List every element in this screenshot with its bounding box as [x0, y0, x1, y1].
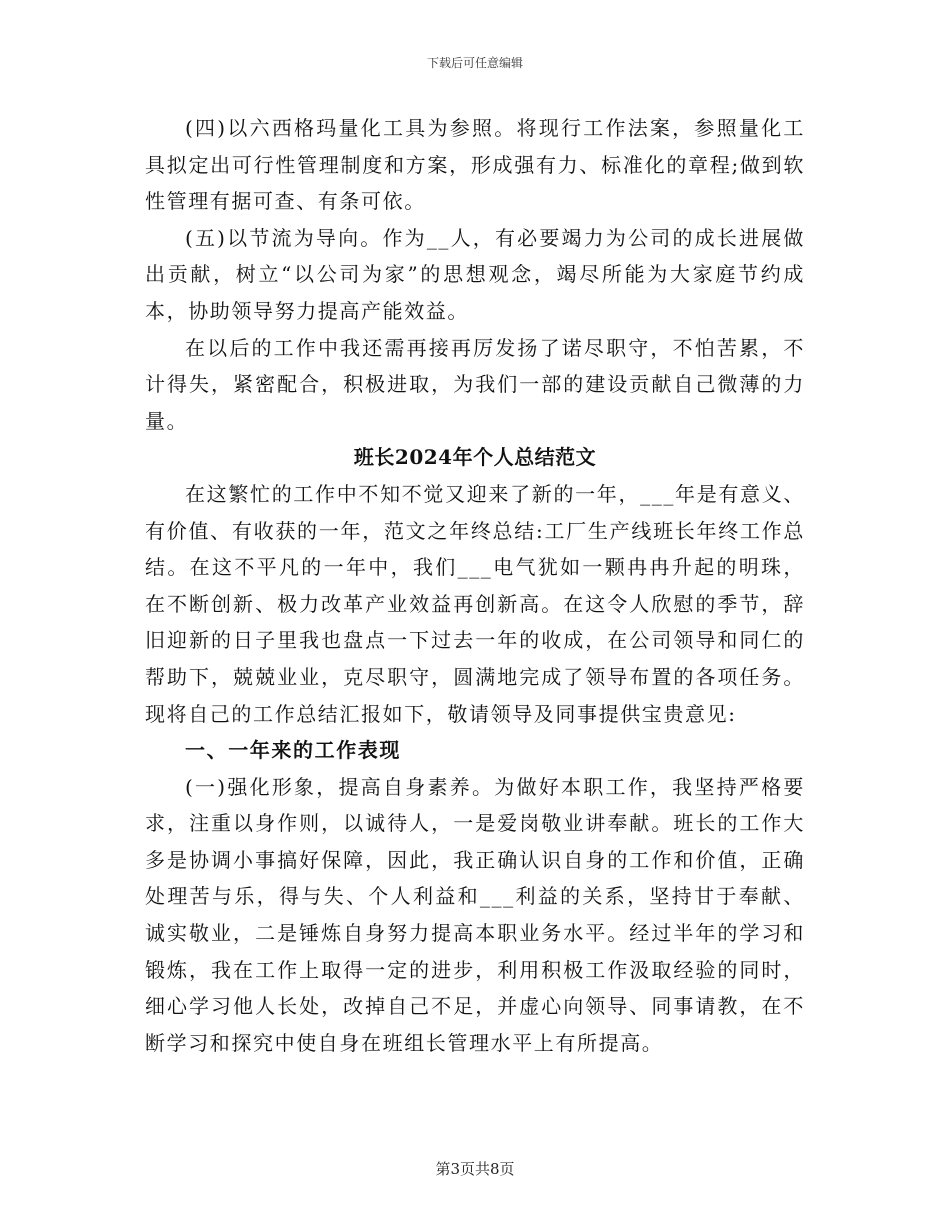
- heading-work-performance: 一、一年来的工作表现: [185, 738, 401, 763]
- paragraph-five: (五)以节流为导向。作为__人，有必要竭力为公司的成长进展做出贡献，树立“以公司为家”的思想观念，竭尽所能为大家庭节约成本，协助领导努力提高产能效益。: [145, 225, 805, 323]
- page-header-note: 下载后可任意编辑: [426, 56, 523, 70]
- paragraph-four: (四)以六西格玛量化工具为参照。将现行工作法案，参照量化工具拟定出可行性管理制度和方案，形成强有力、标准化的章程;做到软性管理有据可查、有条可依。: [145, 116, 805, 214]
- paragraph-closing: 在以后的工作中我还需再接再厉发扬了诺尽职守，不怕苦累，不计得失，紧密配合，积极进取，为我们一部的建设贡献自己微薄的力量。: [145, 335, 805, 433]
- section-title: 班长2024年个人总结范文: [353, 445, 597, 470]
- intro-paragraph: 在这繁忙的工作中不知不觉又迎来了新的一年，___年是有意义、有价值、有收获的一年，范文之年终总结:工厂生产线班长年终工作总结。在这不平凡的一年中，我们___电气犹如一颗冉冉升起的明珠，在不断创新、极力改革产业效益再创新高。在这令人欣慰的季节，辞旧迎新的日子里我也盘点一下过去一年的收成，在公司领导和同仁的帮助下，兢兢业业，克尽职守，圆满地完成了领导布置的各项任务。现将自己的工作总结汇报如下，敬请领导及同事提供宝贵意见:: [145, 481, 805, 726]
- page-number: 第3页共8页: [435, 1160, 515, 1178]
- body-paragraph-one: (一)强化形象，提高自身素养。为做好本职工作，我坚持严格要求，注重以身作则，以诚待人，一是爱岗敬业讲奉献。班长的工作大多是协调小事搞好保障，因此，我正确认识自身的工作和价值，正确处理苦与乐，得与失、个人利益和___利益的关系，坚持甘于奉献、诚实敬业，二是锤炼自身努力提高本职业务水平。经过半年的学习和锻炼，我在工作上取得一定的进步，利用积极工作汲取经验的同时，细心学习他人长处，改掉自己不足，并虚心向领导、同事请教，在不断学习和探究中使自身在班组长管理水平上有所提高。: [145, 774, 805, 1055]
- document-body: [145, 110, 805, 1061]
